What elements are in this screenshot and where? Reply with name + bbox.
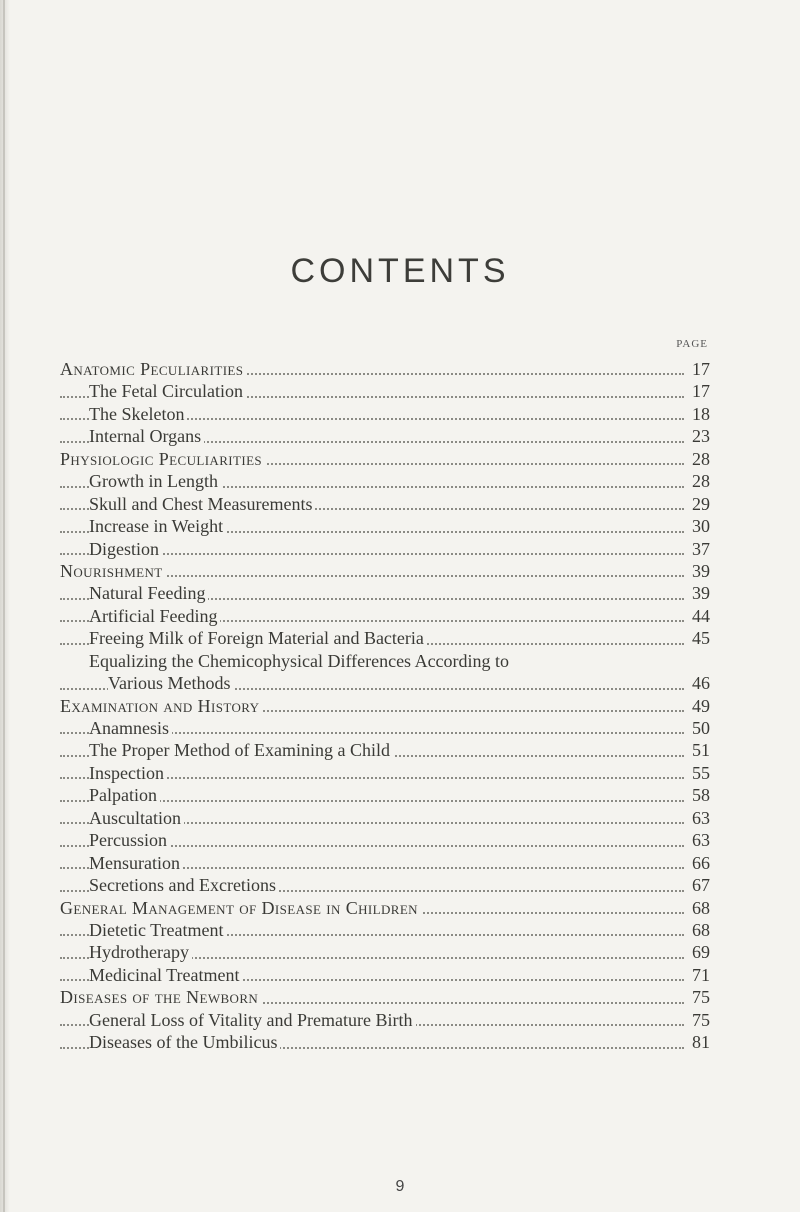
- toc-entry-title: Increase in Weight: [89, 516, 226, 536]
- toc-entry-title: Equalizing the Chemicophysical Differences According to: [89, 651, 512, 671]
- toc-entry-page: 46: [684, 672, 710, 694]
- toc-subsection-entry: [60, 582, 710, 604]
- toc-entry-title: Diseases of the Newborn: [60, 987, 261, 1007]
- toc-subsection-entry: [60, 739, 710, 761]
- toc-entry-page: 68: [684, 919, 710, 941]
- toc-subsection-entry: [60, 964, 710, 986]
- toc-entry-page: 75: [684, 986, 710, 1008]
- toc-entry-title: Skull and Chest Measurements: [89, 494, 315, 514]
- toc-entry-page: 30: [684, 515, 710, 537]
- toc-entry-title: Natural Feeding: [89, 583, 208, 603]
- toc-entry-page: 75: [684, 1009, 710, 1031]
- toc-subsection-entry: [60, 1031, 710, 1053]
- page-title: CONTENTS: [290, 252, 510, 290]
- toc-entry-page: 29: [684, 493, 710, 515]
- toc-section-entry: [60, 358, 710, 380]
- toc-entry-page: 63: [684, 829, 710, 851]
- toc-section-entry: [60, 897, 710, 919]
- table-of-contents: [60, 358, 710, 1054]
- toc-entry-title: Physiologic Peculiarities: [60, 449, 265, 469]
- toc-entry-title: Anamnesis: [89, 718, 172, 738]
- toc-entry-page: 81: [684, 1031, 710, 1053]
- toc-entry-title: General Management of Disease in Children: [60, 898, 421, 918]
- toc-entry-page: 37: [684, 538, 710, 560]
- page-binding-edge: [0, 0, 10, 1212]
- toc-subsection-entry: [60, 538, 710, 560]
- toc-entry-page: 45: [684, 627, 710, 649]
- toc-subsection-entry: [60, 829, 710, 851]
- toc-entry-title: Artificial Feeding: [89, 606, 220, 626]
- toc-subsection-entry: [60, 515, 710, 537]
- toc-entry-page: 67: [684, 874, 710, 896]
- toc-entry-title: Freeing Milk of Foreign Material and Bacteria: [89, 628, 427, 648]
- toc-entry-title: The Proper Method of Examining a Child: [89, 740, 393, 760]
- toc-entry-page: 18: [684, 403, 710, 425]
- toc-entry-page: 44: [684, 605, 710, 627]
- toc-section-entry: [60, 986, 710, 1008]
- toc-entry-title: Auscultation: [89, 808, 184, 828]
- toc-subsection-entry: [60, 605, 710, 627]
- toc-section-entry: [60, 695, 710, 717]
- toc-subsection-entry: [60, 1009, 710, 1031]
- binding-shadow-line: [3, 0, 5, 1212]
- page-column-header: PAGE: [676, 338, 708, 350]
- toc-section-entry: [60, 560, 710, 582]
- toc-entry-title: Dietetic Treatment: [89, 920, 226, 940]
- toc-entry-page: 17: [684, 358, 710, 380]
- toc-subsection-entry: [60, 852, 710, 874]
- toc-subsection-entry: [60, 493, 710, 515]
- toc-entry-page: 69: [684, 941, 710, 963]
- toc-entry-title: General Loss of Vitality and Premature Birth: [89, 1010, 416, 1030]
- page-number: 9: [395, 1178, 405, 1195]
- toc-entry-page: 51: [684, 739, 710, 761]
- toc-subsection-entry: [60, 470, 710, 492]
- toc-subsection-entry: [60, 403, 710, 425]
- toc-entry-title: Anatomic Peculiarities: [60, 359, 246, 379]
- toc-subsection-entry: [60, 672, 710, 694]
- toc-entry-page: 39: [684, 560, 710, 582]
- toc-entry-page: 28: [684, 470, 710, 492]
- toc-entry-title: Inspection: [89, 763, 167, 783]
- toc-entry-page: 49: [684, 695, 710, 717]
- toc-subsection-entry: [60, 762, 710, 784]
- toc-subsection-entry: [60, 941, 710, 963]
- toc-subsection-entry: [60, 717, 710, 739]
- toc-entry-title: Palpation: [89, 785, 160, 805]
- toc-entry-title: Nourishment: [60, 561, 166, 581]
- toc-entry-title: Mensuration: [89, 853, 183, 873]
- toc-entry-page: 66: [684, 852, 710, 874]
- toc-entry-title: The Skeleton: [89, 404, 187, 424]
- toc-subsection-entry: [60, 874, 710, 896]
- toc-entry-title: Digestion: [89, 539, 162, 559]
- toc-entry-page: 71: [684, 964, 710, 986]
- toc-entry-title: Growth in Length: [89, 471, 221, 491]
- toc-entry-page: 68: [684, 897, 710, 919]
- toc-subsection-entry: [60, 784, 710, 806]
- toc-entry-title: Examination and History: [60, 696, 262, 716]
- toc-entry-title: Medicinal Treatment: [89, 965, 242, 985]
- toc-entry-page: 50: [684, 717, 710, 739]
- toc-entry-page: 55: [684, 762, 710, 784]
- toc-entry-title: Diseases of the Umbilicus: [89, 1032, 280, 1052]
- toc-entry-title: The Fetal Circulation: [89, 381, 246, 401]
- toc-subsection-entry: [60, 627, 710, 649]
- toc-entry-title: Secretions and Excretions: [89, 875, 279, 895]
- toc-entry-page: 63: [684, 807, 710, 829]
- toc-subsection-entry: [60, 380, 710, 402]
- toc-entry-page: 23: [684, 425, 710, 447]
- toc-subsection-entry: [60, 650, 710, 672]
- toc-section-entry: [60, 448, 710, 470]
- toc-subsection-entry: [60, 919, 710, 941]
- toc-entry-page: 39: [684, 582, 710, 604]
- toc-entry-title: Percussion: [89, 830, 170, 850]
- toc-entry-title: Internal Organs: [89, 426, 204, 446]
- toc-entry-page: 28: [684, 448, 710, 470]
- toc-subsection-entry: [60, 425, 710, 447]
- toc-entry-page: 58: [684, 784, 710, 806]
- toc-entry-title: Various Methods: [108, 673, 234, 693]
- toc-entry-title: Hydrotherapy: [89, 942, 192, 962]
- toc-subsection-entry: [60, 807, 710, 829]
- toc-entry-page: 17: [684, 380, 710, 402]
